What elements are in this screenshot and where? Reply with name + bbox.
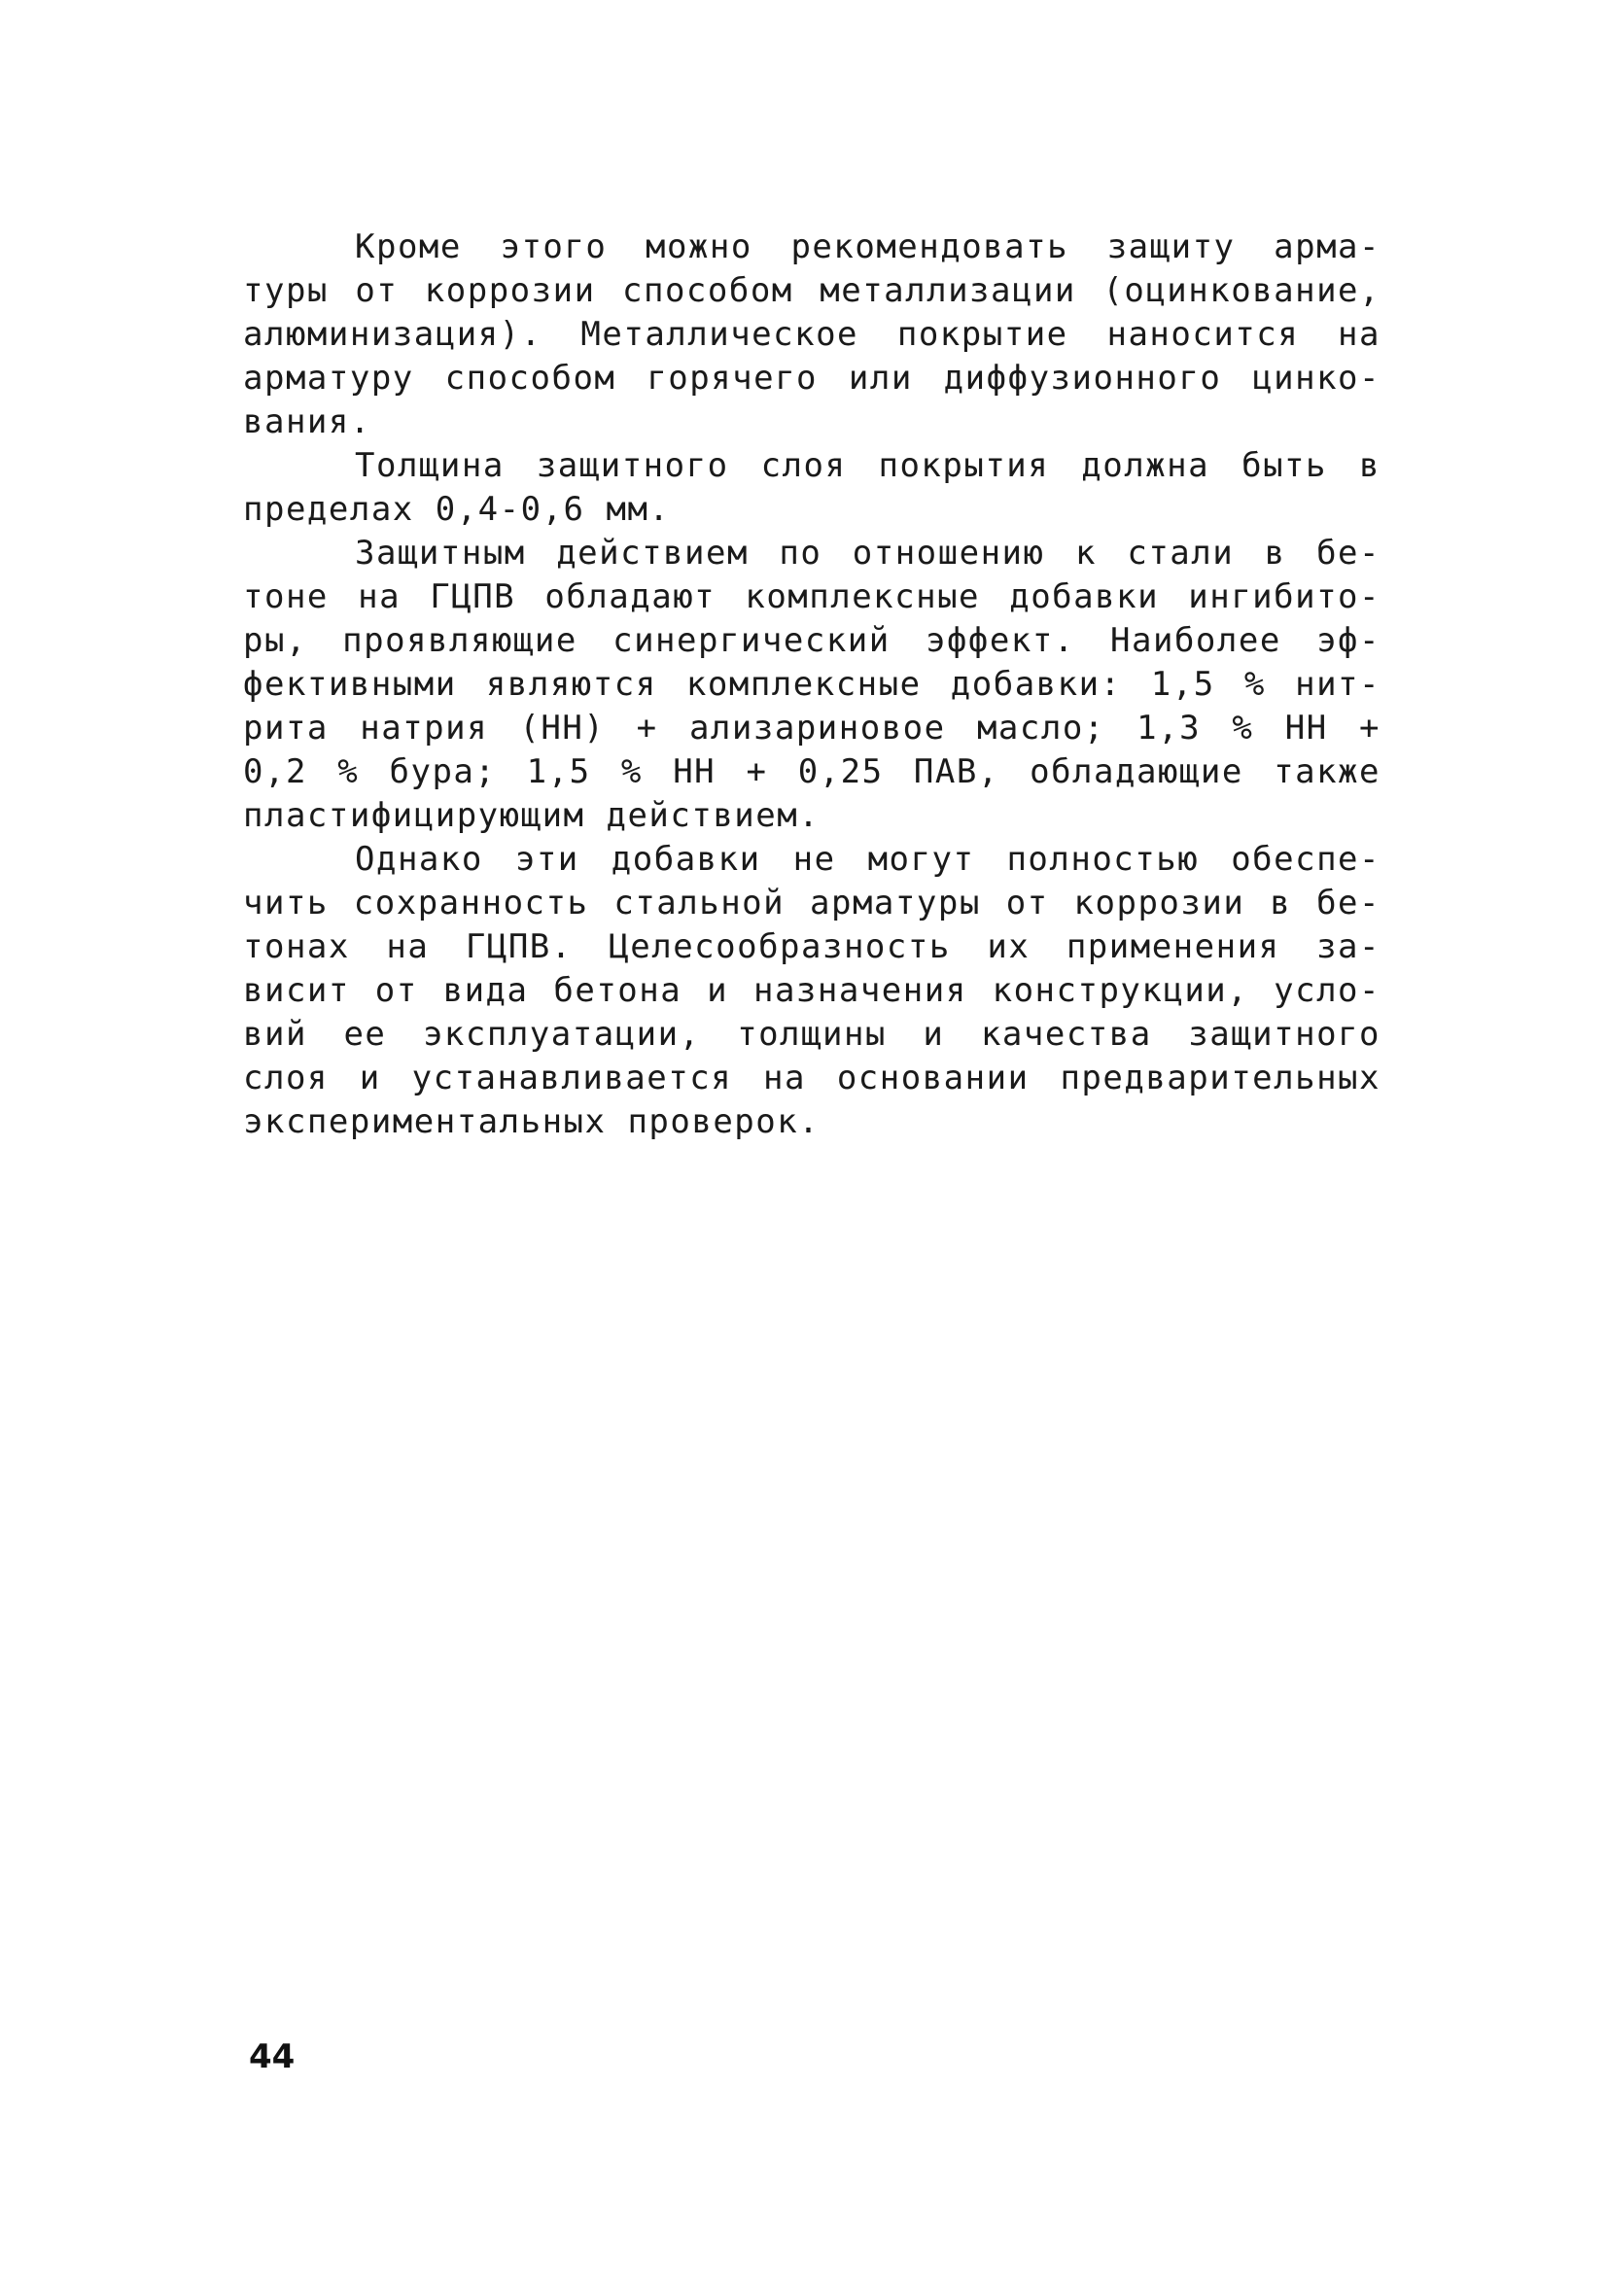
text-line: Кроме этого можно рекомендовать защиту арма- — [355, 227, 1381, 266]
paragraph-inhibitor-additives — [243, 532, 1381, 838]
text-line: Толщина защитного слоя покрытия должна быть в — [355, 446, 1381, 485]
text-line: туры от коррозии способом металлизации (оцинкование, — [243, 271, 1381, 310]
text-line: экспериментальных проверок. — [243, 1102, 821, 1141]
paragraph-limitations — [243, 838, 1381, 1144]
text-line: Защитным действием по отношению к стали в бе- — [355, 534, 1381, 573]
text-line: 0,2 % бура; 1,5 % НН + 0,25 ПАВ, обладающие также — [243, 752, 1381, 791]
paragraph-coating-thickness — [243, 444, 1381, 532]
text-line: пределах 0,4-0,6 мм. — [243, 490, 671, 529]
text-line: арматуру способом горячего или диффузионного цинко- — [243, 359, 1381, 398]
text-line: Однако эти добавки не могут полностью обеспе- — [355, 840, 1381, 879]
text-line: алюминизация). Металлическое покрытие наносится на — [243, 315, 1381, 354]
text-line: пластифицирующим действием. — [243, 796, 821, 835]
text-line: вания. — [243, 402, 371, 441]
text-line: тонах на ГЦПВ. Целесообразность их применения за- — [243, 927, 1381, 966]
page-number: 44 — [249, 2037, 296, 2076]
text-line: ры, проявляющие синергический эффект. Наиболее эф- — [243, 621, 1381, 660]
text-line: чить сохранность стальной арматуры от коррозии в бе- — [243, 884, 1381, 922]
text-line: тоне на ГЦПВ обладают комплексные добавки ингибито- — [243, 577, 1381, 616]
body-text — [243, 226, 1381, 1144]
paragraph-metallization — [243, 226, 1381, 444]
text-line: висит от вида бетона и назначения конструкции, усло- — [243, 971, 1381, 1010]
text-line: слоя и устанавливается на основании предварительных — [243, 1059, 1381, 1097]
text-line: рита натрия (НН) + ализариновое масло; 1,3 % НН + — [243, 709, 1381, 748]
text-line: вий ее эксплуатации, толщины и качества защитного — [243, 1015, 1381, 1054]
text-line: фективными являются комплексные добавки: 1,5 % нит- — [243, 665, 1381, 704]
